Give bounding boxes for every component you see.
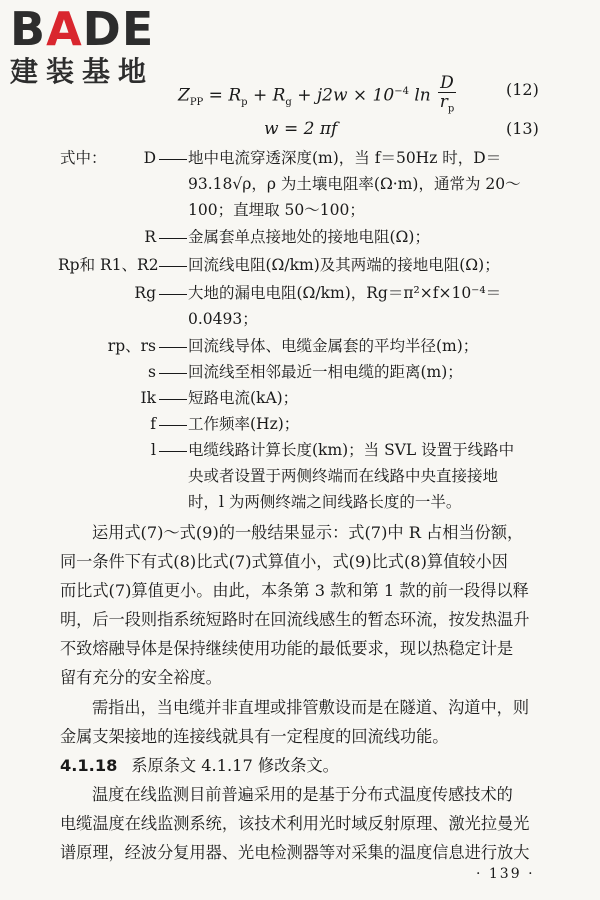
equation-13-number: (13) — [506, 119, 539, 138]
page-number: · 139 · — [476, 866, 535, 882]
def-symbol: Ik — [140, 389, 156, 407]
def-text: 电缆线路计算长度(km)；当 SVL 设置于线路中 央或者设置于两侧终端而在线路中央直接接地 时，l 为两侧终端之间线路长度的一半。 — [158, 437, 550, 515]
body-paragraph: 温度在线监测目前普遍采用的是基于分布式温度传感技术的 电缆温度在线监测系统，该技术利用光时域反射原理、激光拉曼光 谱原理，经波分复用器、光电检测器等对采集的温度信息进行放大 — [60, 785, 530, 862]
def-text: 大地的漏电电阻(Ω/km)，Rg＝π²×f×10⁻⁴＝ 0.0493； — [158, 280, 550, 332]
body-paragraph: 需指出，当电缆并非直埋或排管敷设而是在隧道、沟道中，则 金属支架接地的连接线就具有一定程度的回流线功能。 — [60, 698, 530, 746]
logo-subtitle: 建装基地 — [10, 55, 155, 88]
logo-wordmark: BADE — [10, 2, 155, 56]
section-title: 系原条文 4.1.17 修改条文。 — [131, 756, 339, 775]
equation-12-number: (12) — [506, 80, 539, 99]
equation-12: $Z_{PP} = R_p + R_g + j2w \times 10^{-4}$ ln $\frac{D}{r_p}$ — [178, 74, 456, 118]
def-text: 回流线电阻(Ω/km)及其两端的接地电阻(Ω)； — [158, 252, 550, 278]
ln-fraction: $\frac{D}{r_p}$ — [439, 73, 455, 115]
site-logo — [10, 2, 155, 88]
equation-13: w = 2 πf — [264, 119, 338, 139]
section-number: 4.1.18 — [60, 756, 118, 775]
def-text: 回流线至相邻最近一相电缆的距离(m)； — [158, 359, 550, 385]
def-symbol: f — [150, 415, 156, 433]
def-text: 工作频率(Hz)； — [158, 411, 550, 437]
def-text: 地中电流穿透深度(m)，当 f＝50Hz 时，D＝ 93.18√ρ，ρ 为土壤电阻率(Ω·m)，通常为 20～ 100；直埋取 50～100； — [158, 145, 550, 223]
def-symbol: Rg — [134, 284, 156, 302]
def-symbol: rp、rs — [107, 337, 156, 355]
def-symbol: Rp和 R1、R2 — [58, 256, 159, 274]
definitions-intro: 式中： — [60, 149, 107, 167]
def-symbol: s — [148, 363, 156, 381]
def-symbol: l — [151, 441, 156, 459]
def-symbol: D — [143, 149, 156, 167]
def-text: 金属套单点接地处的接地电阻(Ω)； — [158, 224, 550, 250]
body-paragraph: 运用式(7)～式(9)的一般结果显示：式(7)中 R 占相当份额， 同一条件下有式(8)比式(7)式算值小，式(9)比式(8)算值较小因 而比式(7)算值更小。由此，本条第 3 款和第 1 款的前一段得以释 明，后一段则指系统短路时在回流线感生的暂态环流，按发热温升 不致熔融导体是保持继续使用功能的最低要求，现以热稳定计是 留有充分的安全裕度。 — [60, 523, 530, 687]
def-text: 短路电流(kA)； — [158, 385, 550, 411]
def-text: 回流线导体、电缆金属套的平均半径(m)； — [158, 333, 550, 359]
section-heading — [60, 751, 339, 780]
def-symbol: R — [144, 228, 156, 246]
